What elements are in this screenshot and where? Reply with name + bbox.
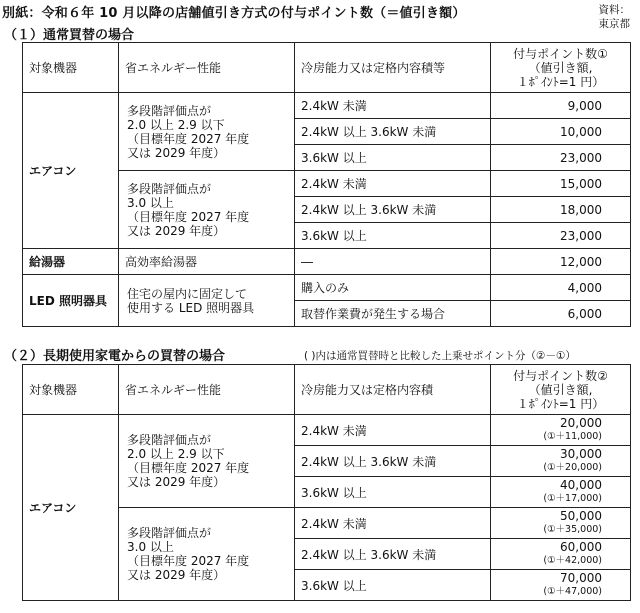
table-header-row [23, 365, 631, 415]
page-title: 別紙：令和６年 10 月以降の店舗値引き方式の付与ポイント数（＝値引き額） [2, 6, 466, 21]
capacity-cell: 2.4kW 未満 [295, 93, 491, 119]
perf-range-b: 多段階評価点が 3.0 以上 （目標年度 2027 年度 又は 2029 年度） [119, 508, 295, 601]
points-cell: 23,000 [491, 223, 631, 249]
table-header-row [23, 43, 631, 93]
capacity-cell: 2.4kW 以上 3.6kW 未満 [295, 119, 491, 145]
section1-heading: （１）通常買替の場合 [4, 28, 135, 43]
device-led: LED 照明器具 [23, 275, 119, 327]
capacity-cell: 2.4kW 未満 [295, 415, 491, 446]
points-cell: 10,000 [491, 119, 631, 145]
points-cell: 9,000 [491, 93, 631, 119]
table-row [23, 249, 631, 275]
capacity-cell: ― [295, 249, 491, 275]
device-aircon: エアコン [23, 415, 119, 601]
capacity-cell: 購入のみ [295, 275, 491, 301]
header-device: 対象機器 [23, 43, 119, 93]
capacity-cell: 2.4kW 未満 [295, 508, 491, 539]
header-device: 対象機器 [23, 365, 119, 415]
points-cell: 18,000 [491, 197, 631, 223]
points-cell: 15,000 [491, 171, 631, 197]
header-perf: 省エネルギー性能 [119, 365, 295, 415]
capacity-cell: 取替作業費が発生する場合 [295, 301, 491, 327]
capacity-cell: 2.4kW 以上 3.6kW 未満 [295, 446, 491, 477]
perf-cell: 高効率給湯器 [119, 249, 295, 275]
section2-heading: （２）長期使用家電からの買替の場合 [4, 349, 226, 364]
capacity-cell: 3.6kW 以上 [295, 145, 491, 171]
capacity-cell: 3.6kW 以上 [295, 477, 491, 508]
normal-replacement-table [22, 42, 631, 327]
perf-range-a: 多段階評価点が 2.0 以上 2.9 以下 （目標年度 2027 年度 又は 2029 年度） [119, 93, 295, 171]
long-use-replacement-table [22, 364, 631, 601]
header-capacity: 冷房能力又は定格内容積 [295, 365, 491, 415]
header-points: 付与ポイント数② （値引き額, １ﾎﾟｲﾝﾄ=1 円） [491, 365, 631, 415]
header-points: 付与ポイント数① （値引き額, １ﾎﾟｲﾝﾄ=1 円） [491, 43, 631, 93]
table-row [23, 275, 631, 301]
header-perf: 省エネルギー性能 [119, 43, 295, 93]
capacity-cell: 3.6kW 以上 [295, 570, 491, 601]
capacity-cell: 2.4kW 未満 [295, 171, 491, 197]
perf-led: 住宅の屋内に固定して 使用する LED 照明器具 [119, 275, 295, 327]
points-cell: 60,000 (①＋42,000) [491, 539, 631, 570]
points-cell: 70,000 (①＋47,000) [491, 570, 631, 601]
header-capacity: 冷房能力又は定格内容積等 [295, 43, 491, 93]
capacity-cell: 2.4kW 以上 3.6kW 未満 [295, 539, 491, 570]
source-note: 資料： 東京都 [598, 4, 630, 30]
device-aircon: エアコン [23, 93, 119, 249]
perf-range-b: 多段階評価点が 3.0 以上 （目標年度 2027 年度 又は 2029 年度） [119, 171, 295, 249]
points-cell: 6,000 [491, 301, 631, 327]
device-water-heater: 給湯器 [23, 249, 119, 275]
points-cell: 20,000 (①＋11,000) [491, 415, 631, 446]
points-cell: 50,000 (①＋35,000) [491, 508, 631, 539]
table-row [23, 93, 631, 119]
points-cell: 40,000 (①＋17,000) [491, 477, 631, 508]
section2-note: ( )内は通常買替時と比較した上乗せポイント分（②－①） [304, 350, 576, 362]
capacity-cell: 2.4kW 以上 3.6kW 未満 [295, 197, 491, 223]
points-cell: 30,000 (①＋20,000) [491, 446, 631, 477]
capacity-cell: 3.6kW 以上 [295, 223, 491, 249]
table-row [23, 415, 631, 446]
points-cell: 4,000 [491, 275, 631, 301]
points-cell: 23,000 [491, 145, 631, 171]
perf-range-a: 多段階評価点が 2.0 以上 2.9 以下 （目標年度 2027 年度 又は 2029 年度） [119, 415, 295, 508]
points-cell: 12,000 [491, 249, 631, 275]
